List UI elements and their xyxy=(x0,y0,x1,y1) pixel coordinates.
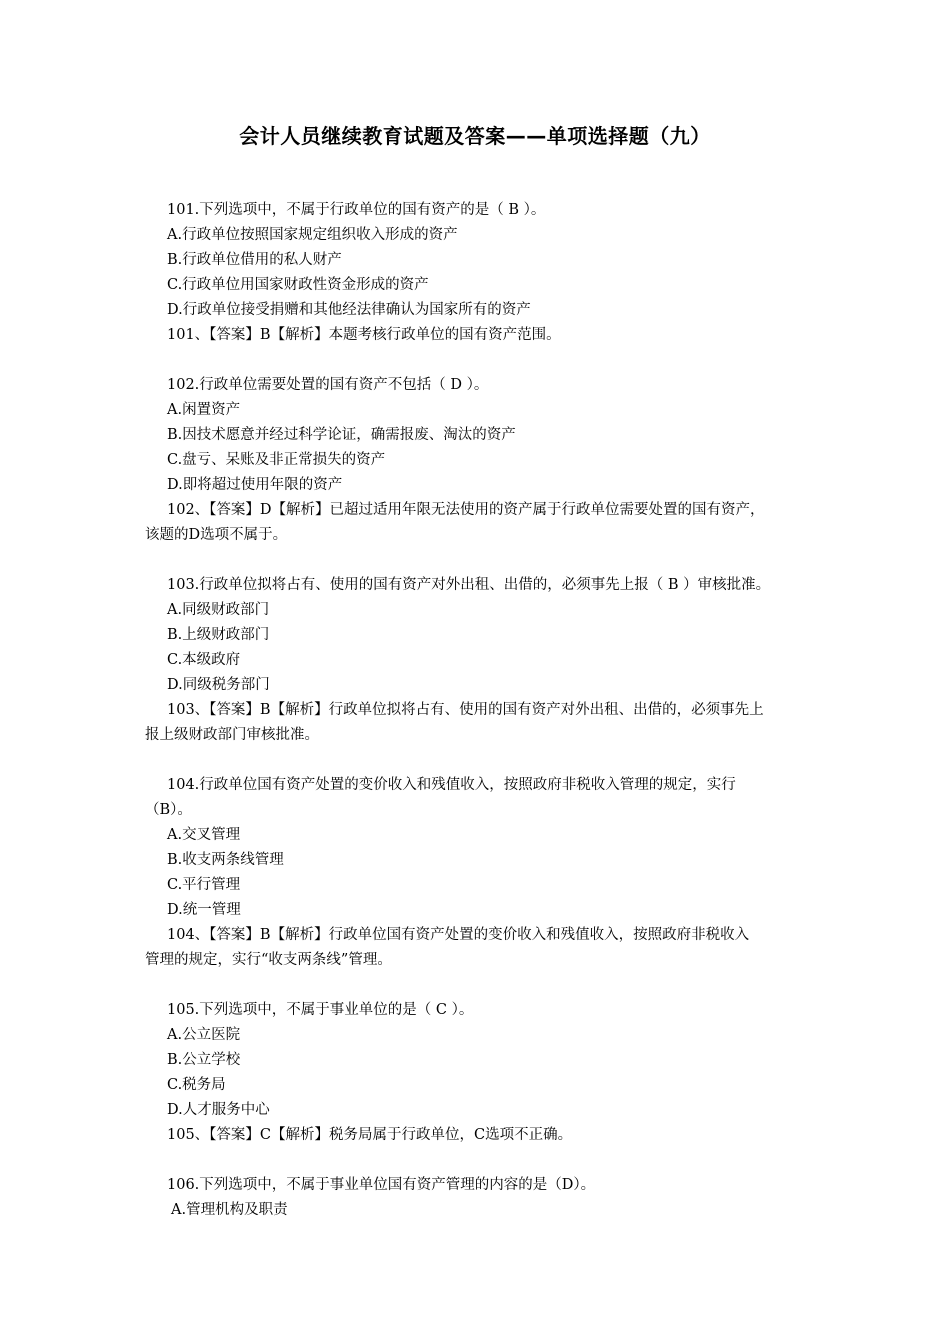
option-a: A.管理机构及职责 xyxy=(171,1202,288,1218)
option-a: A.交叉管理 xyxy=(167,827,241,843)
answer-text: 103、【答案】B【解析】行政单位拟将占有、使用的国有资产对外出租、出借的，必须事先上 xyxy=(167,702,764,718)
answer-text: 101、【答案】B【解析】本题考核行政单位的国有资产范围。 xyxy=(167,327,561,343)
option-b: B.收支两条线管理 xyxy=(167,852,284,868)
option-d: D.统一管理 xyxy=(167,902,241,918)
question-text: 102.行政单位需要处置的国有资产不包括（ D ）。 xyxy=(167,377,489,393)
question-text: 106.下列选项中，不属于事业单位国有资产管理的内容的是（D）。 xyxy=(167,1177,596,1193)
answer-text: 104、【答案】B【解析】行政单位国有资产处置的变价收入和残值收入，按照政府非税收入 xyxy=(167,927,750,943)
option-c: C.盘亏、呆账及非正常损失的资产 xyxy=(167,452,386,468)
option-d: D.即将超过使用年限的资产 xyxy=(167,477,343,493)
question-block-101 xyxy=(145,198,817,348)
question-block-102 xyxy=(145,373,817,548)
question-text-continued: （B）。 xyxy=(145,802,192,818)
option-c: C.本级政府 xyxy=(167,652,241,668)
spacer xyxy=(145,348,817,373)
question-block-103 xyxy=(145,573,817,748)
option-c: C.税务局 xyxy=(167,1077,226,1093)
question-block-104 xyxy=(145,773,817,973)
answer-text: 102、【答案】D【解析】已超过适用年限无法使用的资产属于行政单位需要处置的国有资产， xyxy=(167,502,765,518)
option-d: D.人才服务中心 xyxy=(167,1102,270,1118)
question-text: 105.下列选项中，不属于事业单位的是（ C ）。 xyxy=(167,1002,474,1018)
option-b: B.上级财政部门 xyxy=(167,627,270,643)
option-b: B.公立学校 xyxy=(167,1052,241,1068)
option-a: A.行政单位按照国家规定组织收入形成的资产 xyxy=(167,227,458,243)
answer-text-continued: 管理的规定，实行“收支两条线”管理。 xyxy=(145,952,392,968)
option-b: B.因技术愿意并经过科学论证，确需报废、淘汰的资产 xyxy=(167,427,516,443)
option-a: A.闲置资产 xyxy=(167,402,241,418)
spacer xyxy=(145,1148,817,1173)
option-a: A.公立医院 xyxy=(167,1027,241,1043)
question-block-106 xyxy=(145,1173,817,1223)
option-b: B.行政单位借用的私人财产 xyxy=(167,252,342,268)
option-d: D.行政单位接受捐赠和其他经法律确认为国家所有的资产 xyxy=(167,302,531,318)
option-c: C.平行管理 xyxy=(167,877,241,893)
question-text: 101.下列选项中，不属于行政单位的国有资产的是（ B ）。 xyxy=(167,202,546,218)
spacer xyxy=(145,548,817,573)
question-text: 103.行政单位拟将占有、使用的国有资产对外出租、出借的，必须事先上报（ B ）审核批准。 xyxy=(167,577,771,593)
document-body xyxy=(145,198,817,1223)
document-title: 会计人员继续教育试题及答案——单项选择题（九） xyxy=(239,124,711,148)
option-a: A.同级财政部门 xyxy=(167,602,270,618)
question-block-105 xyxy=(145,998,817,1148)
answer-text-continued: 该题的D选项不属于。 xyxy=(145,527,288,543)
question-text: 104.行政单位国有资产处置的变价收入和残值收入，按照政府非税收入管理的规定，实行 xyxy=(167,777,736,793)
spacer xyxy=(145,973,817,998)
spacer xyxy=(145,748,817,773)
answer-text: 105、【答案】C【解析】税务局属于行政单位，C选项不正确。 xyxy=(167,1127,573,1143)
option-c: C.行政单位用国家财政性资金形成的资产 xyxy=(167,277,429,293)
answer-text-continued: 报上级财政部门审核批准。 xyxy=(145,727,319,743)
option-d: D.同级税务部门 xyxy=(167,677,270,693)
